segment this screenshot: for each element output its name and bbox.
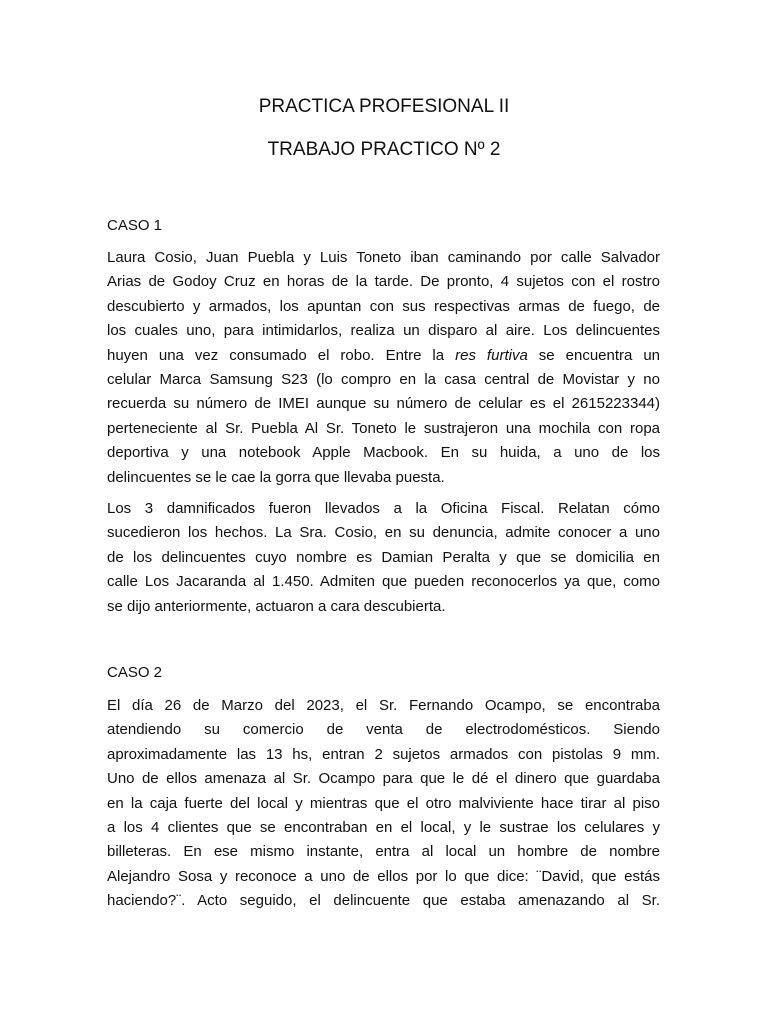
italic-term: res furtiva	[455, 346, 528, 364]
text-line: delincuentes se le cae la gorra que llevaba puesta.	[107, 468, 445, 486]
text-line: billeteras. En ese mismo instante, entra al local un hombre de nombre	[107, 843, 660, 861]
case1-paragraph-2	[107, 497, 660, 619]
text-line: sucedieron los hechos. La Sra. Cosio, en su denuncia, admite conocer a uno	[107, 524, 660, 542]
text-line: en la caja fuerte del local y mientras que el otro malviviente hace tirar al piso	[107, 794, 660, 812]
case1-heading: CASO 1	[107, 217, 163, 234]
text-line: calle Los Jacaranda al 1.450. Admiten que pueden reconocerlos ya que, como	[107, 573, 660, 591]
text-line: de los delincuentes cuyo nombre es Damian Peralta y que se domicilia en	[107, 548, 660, 566]
text-line: los cuales uno, para intimidarlos, realiza un disparo al aire. Los delincuentes	[107, 322, 660, 340]
text-line: atendiendo su comercio de venta de electrodomésticos. Siendo	[107, 721, 660, 739]
text-line: Laura Cosio, Juan Puebla y Luis Toneto iban caminando por calle Salvador	[107, 249, 660, 266]
text-line: perteneciente al Sr. Puebla Al Sr. Toneto le sustrajeron una mochila con ropa	[107, 419, 660, 437]
text-line: deportiva y una notebook Apple Macbook. En su huida, a uno de los	[107, 444, 660, 462]
text-line: Uno de ellos amenaza al Sr. Ocampo para que le dé el dinero que guardaba	[107, 770, 660, 788]
text-line: descubierto y armados, los apuntan con sus respectivas armas de fuego, de	[107, 297, 660, 315]
text-line-mixed	[107, 344, 660, 368]
document-title: PRACTICA PROFESIONAL II	[258, 96, 510, 117]
text-line: celular Marca Samsung S23 (lo compro en la casa central de Movistar y no	[107, 370, 660, 388]
text-segment: huyen una vez consumado el robo. Entre la	[107, 346, 445, 364]
text-line: aproximadamente las 13 hs, entran 2 sujetos armados con pistolas 9 mm.	[107, 745, 660, 763]
text-line: haciendo?¨. Acto seguido, el delincuente que estaba amenazando al Sr.	[107, 892, 660, 910]
case2-paragraph-1	[107, 694, 660, 914]
text-line: se dijo anteriormente, actuaron a cara descubierta.	[107, 597, 446, 615]
text-segment: se encuentra un	[538, 346, 661, 364]
text-line: Los 3 damnificados fueron llevados a la Oficina Fiscal. Relatan cómo	[107, 500, 660, 517]
case2-heading: CASO 2	[107, 664, 163, 681]
document-subtitle: TRABAJO PRACTICO Nº 2	[267, 139, 501, 160]
text-line: recuerda su número de IMEI aunque su número de celular es el 2615223344)	[107, 395, 660, 413]
text-line: Arias de Godoy Cruz en horas de la tarde. De pronto, 4 sujetos con el rostro	[107, 273, 660, 291]
text-line: Alejandro Sosa y reconoce a uno de ellos por lo que dice: ¨David, que estás	[107, 867, 660, 885]
text-line: El día 26 de Marzo del 2023, el Sr. Fernando Ocampo, se encontraba	[107, 697, 660, 714]
case1-paragraph-1	[107, 246, 660, 490]
text-line: a los 4 clientes que se encontraban en el local, y le sustrae los celulares y	[107, 818, 660, 836]
